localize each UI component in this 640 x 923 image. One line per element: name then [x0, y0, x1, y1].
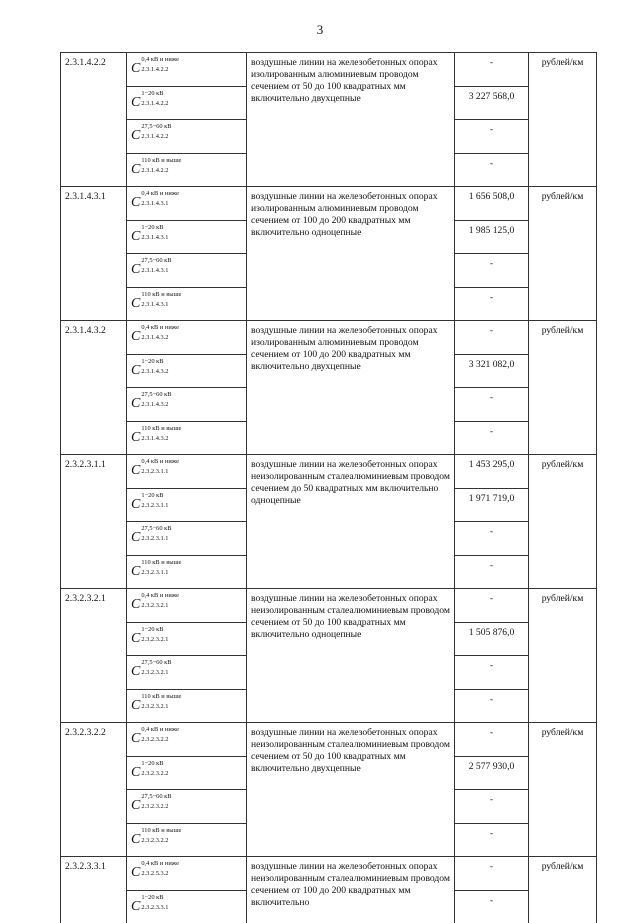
coefficient-index: 2.3.1.4.3.2: [141, 401, 171, 409]
coefficient-symbol: [127, 488, 247, 522]
coefficient-letter: C: [131, 229, 140, 245]
coefficient-letter: C: [131, 731, 140, 747]
rate-value: -: [455, 388, 529, 422]
coefficient-index: 2.3.2.3.2.1: [141, 703, 181, 711]
voltage-level: 1−20 кВ: [141, 90, 168, 98]
coefficient-index: 2.3.2.3.1.1: [141, 502, 168, 510]
voltage-level: 27,5−60 кВ: [141, 659, 171, 667]
coefficient-symbol: [127, 220, 247, 254]
coefficient-index: 2.3.1.4.3.1: [141, 267, 171, 275]
coefficient-index: 2.3.1.4.3.2: [141, 368, 168, 376]
coefficient-symbol: [127, 53, 247, 87]
coefficient-index: 2.3.2.5.3.2: [141, 870, 179, 878]
row-description: воздушные линии на железобетонных опорах неизолированным сталеалюминиевым проводом сечением от 50 до 100 квадратных мм включительно двухцепные: [247, 723, 455, 857]
coefficient-symbol: [127, 321, 247, 355]
rate-value: -: [455, 790, 529, 824]
voltage-level: 1−20 кВ: [141, 358, 168, 366]
rate-value: 3 321 082,0: [455, 354, 529, 388]
voltage-level: 0,4 кВ и ниже: [141, 592, 179, 600]
coefficient-symbol: [127, 555, 247, 589]
coefficient-letter: C: [131, 564, 140, 580]
voltage-level: 0,4 кВ и ниже: [141, 56, 179, 64]
voltage-level: 27,5−60 кВ: [141, 257, 171, 265]
coefficient-symbol: [127, 254, 247, 288]
row-unit: рублей/км: [529, 455, 597, 589]
coefficient-index: 2.3.2.3.1.1: [141, 535, 171, 543]
row-description: воздушные линии на железобетонных опорах неизолированным сталеалюминиевым проводом сечением от 100 до 200 квадратных мм включительно: [247, 857, 455, 923]
row-unit: рублей/км: [529, 723, 597, 857]
coefficient-letter: C: [131, 832, 140, 848]
table-row: [61, 187, 597, 221]
rate-value: -: [455, 53, 529, 87]
row-description: воздушные линии на железобетонных опорах неизолированным сталеалюминиевым проводом сечением от 50 до 100 квадратных мм включительно одноцепные: [247, 589, 455, 723]
voltage-level: 0,4 кВ и ниже: [141, 860, 179, 868]
coefficient-letter: C: [131, 329, 140, 345]
voltage-level: 0,4 кВ и ниже: [141, 726, 179, 734]
rate-value: 1 656 508,0: [455, 187, 529, 221]
voltage-level: 110 кВ и выше: [141, 693, 181, 701]
row-unit: рублей/км: [529, 53, 597, 187]
coefficient-letter: C: [131, 765, 140, 781]
coefficient-symbol: [127, 86, 247, 120]
coefficient-letter: C: [131, 396, 140, 412]
coefficient-index: 2.3.2.3.2.1: [141, 602, 179, 610]
voltage-level: 27,5−60 кВ: [141, 793, 171, 801]
coefficient-letter: C: [131, 798, 140, 814]
coefficient-letter: C: [131, 899, 140, 915]
rate-value: 3 227 568,0: [455, 86, 529, 120]
coefficient-index: 2.3.2.3.2.2: [141, 736, 179, 744]
voltage-level: 110 кВ и выше: [141, 291, 181, 299]
coefficient-letter: C: [131, 95, 140, 111]
rate-value: -: [455, 522, 529, 556]
coefficient-index: 2.3.1.4.3.2: [141, 334, 179, 342]
voltage-level: 110 кВ и выше: [141, 559, 181, 567]
rate-value: -: [455, 287, 529, 321]
coefficient-index: 2.3.2.3.1.1: [141, 569, 181, 577]
coefficient-index: 2.3.1.4.2.2: [141, 100, 168, 108]
row-unit: рублей/км: [529, 321, 597, 455]
row-description: воздушные линии на железобетонных опорах изолированным алюминиевым проводом сечением от 100 до 200 квадратных мм включительно одноцепные: [247, 187, 455, 321]
rate-value: -: [455, 823, 529, 857]
coefficient-index: 2.3.2.3.2.1: [141, 636, 168, 644]
rate-value: -: [455, 890, 529, 923]
rate-value: -: [455, 120, 529, 154]
coefficient-letter: C: [131, 61, 140, 77]
coefficient-index: 2.3.2.3.2.2: [141, 837, 181, 845]
coefficient-letter: C: [131, 597, 140, 613]
rate-value: 2 577 930,0: [455, 756, 529, 790]
coefficient-letter: C: [131, 631, 140, 647]
rate-value: -: [455, 723, 529, 757]
voltage-level: 1−20 кВ: [141, 224, 168, 232]
coefficient-letter: C: [131, 363, 140, 379]
coefficient-symbol: [127, 857, 247, 891]
coefficient-symbol: [127, 589, 247, 623]
row-code: 2.3.1.4.3.2: [61, 321, 127, 455]
coefficient-letter: C: [131, 296, 140, 312]
coefficient-letter: C: [131, 463, 140, 479]
coefficient-index: 2.3.2.3.2.2: [141, 803, 171, 811]
row-unit: рублей/км: [529, 589, 597, 723]
coefficient-index: 2.3.1.4.3.1: [141, 200, 179, 208]
coefficient-index: 2.3.1.4.3.1: [141, 234, 168, 242]
coefficient-symbol: [127, 790, 247, 824]
voltage-level: 110 кВ и выше: [141, 157, 181, 165]
coefficient-symbol: [127, 187, 247, 221]
voltage-level: 110 кВ и выше: [141, 425, 181, 433]
rate-value: -: [455, 421, 529, 455]
rate-value: 1 453 295,0: [455, 455, 529, 489]
row-code: 2.3.1.4.2.2: [61, 53, 127, 187]
coefficient-symbol: [127, 120, 247, 154]
coefficient-letter: C: [131, 128, 140, 144]
coefficient-index: 2.3.1.4.3.2: [141, 435, 181, 443]
coefficient-symbol: [127, 890, 247, 923]
coefficient-symbol: [127, 756, 247, 790]
coefficient-letter: C: [131, 162, 140, 178]
voltage-level: 0,4 кВ и ниже: [141, 190, 179, 198]
rate-value: 1 985 125,0: [455, 220, 529, 254]
rate-value: -: [455, 321, 529, 355]
coefficient-letter: C: [131, 497, 140, 513]
voltage-level: 0,4 кВ и ниже: [141, 458, 179, 466]
coefficient-index: 2.3.1.4.2.2: [141, 167, 181, 175]
voltage-level: 0,4 кВ и ниже: [141, 324, 179, 332]
voltage-level: 27,5−60 кВ: [141, 391, 171, 399]
coefficient-symbol: [127, 689, 247, 723]
voltage-level: 27,5−60 кВ: [141, 525, 171, 533]
voltage-level: 1−20 кВ: [141, 894, 168, 902]
coefficient-symbol: [127, 522, 247, 556]
row-code: 2.3.2.3.2.2: [61, 723, 127, 857]
coefficient-index: 2.3.1.4.3.1: [141, 301, 181, 309]
coefficient-index: 2.3.2.3.3.1: [141, 904, 168, 912]
rates-table: [60, 52, 597, 923]
coefficient-symbol: [127, 656, 247, 690]
table-row: [61, 53, 597, 87]
rate-value: -: [455, 656, 529, 690]
coefficient-letter: C: [131, 262, 140, 278]
row-description: воздушные линии на железобетонных опорах изолированным алюминиевым проводом сечением от 100 до 200 квадратных мм включительно двухцепные: [247, 321, 455, 455]
coefficient-letter: C: [131, 865, 140, 881]
coefficient-symbol: [127, 354, 247, 388]
voltage-level: 1−20 кВ: [141, 492, 168, 500]
coefficient-letter: C: [131, 530, 140, 546]
voltage-level: 27,5−60 кВ: [141, 123, 171, 131]
row-unit: рублей/км: [529, 187, 597, 321]
coefficient-index: 2.3.2.3.1.1: [141, 468, 179, 476]
row-code: 2.3.1.4.3.1: [61, 187, 127, 321]
rate-value: 1 971 719,0: [455, 488, 529, 522]
table-row: [61, 589, 597, 623]
coefficient-symbol: [127, 388, 247, 422]
coefficient-index: 2.3.1.4.2.2: [141, 66, 179, 74]
coefficient-symbol: [127, 723, 247, 757]
rate-value: 1 505 876,0: [455, 622, 529, 656]
rates-table-body: [61, 53, 597, 923]
voltage-level: 1−20 кВ: [141, 626, 168, 634]
coefficient-letter: C: [131, 664, 140, 680]
rate-value: -: [455, 153, 529, 187]
row-description: воздушные линии на железобетонных опорах неизолированным сталеалюминиевым проводом сечением до 50 квадратных мм включительно одноцепные: [247, 455, 455, 589]
page-number: 3: [0, 22, 640, 38]
coefficient-index: 2.3.1.4.2.2: [141, 133, 171, 141]
coefficient-symbol: [127, 455, 247, 489]
coefficient-symbol: [127, 421, 247, 455]
rate-value: -: [455, 689, 529, 723]
rate-value: -: [455, 254, 529, 288]
coefficient-symbol: [127, 622, 247, 656]
voltage-level: 110 кВ и выше: [141, 827, 181, 835]
coefficient-index: 2.3.2.3.2.1: [141, 669, 171, 677]
row-code: 2.3.2.3.3.1: [61, 857, 127, 923]
voltage-level: 1−20 кВ: [141, 760, 168, 768]
coefficient-index: 2.3.2.3.2.2: [141, 770, 168, 778]
coefficient-symbol: [127, 823, 247, 857]
table-row: [61, 857, 597, 891]
row-unit: рублей/км: [529, 857, 597, 923]
rate-value: -: [455, 555, 529, 589]
coefficient-letter: C: [131, 698, 140, 714]
rate-value: -: [455, 589, 529, 623]
table-row: [61, 723, 597, 757]
row-code: 2.3.2.3.1.1: [61, 455, 127, 589]
coefficient-symbol: [127, 153, 247, 187]
table-row: [61, 455, 597, 489]
row-description: воздушные линии на железобетонных опорах изолированным алюминиевым проводом сечением от 50 до 100 квадратных мм включительно двухцепные: [247, 53, 455, 187]
table-row: [61, 321, 597, 355]
rate-value: -: [455, 857, 529, 891]
coefficient-letter: C: [131, 430, 140, 446]
row-code: 2.3.2.3.2.1: [61, 589, 127, 723]
coefficient-letter: C: [131, 195, 140, 211]
coefficient-symbol: [127, 287, 247, 321]
